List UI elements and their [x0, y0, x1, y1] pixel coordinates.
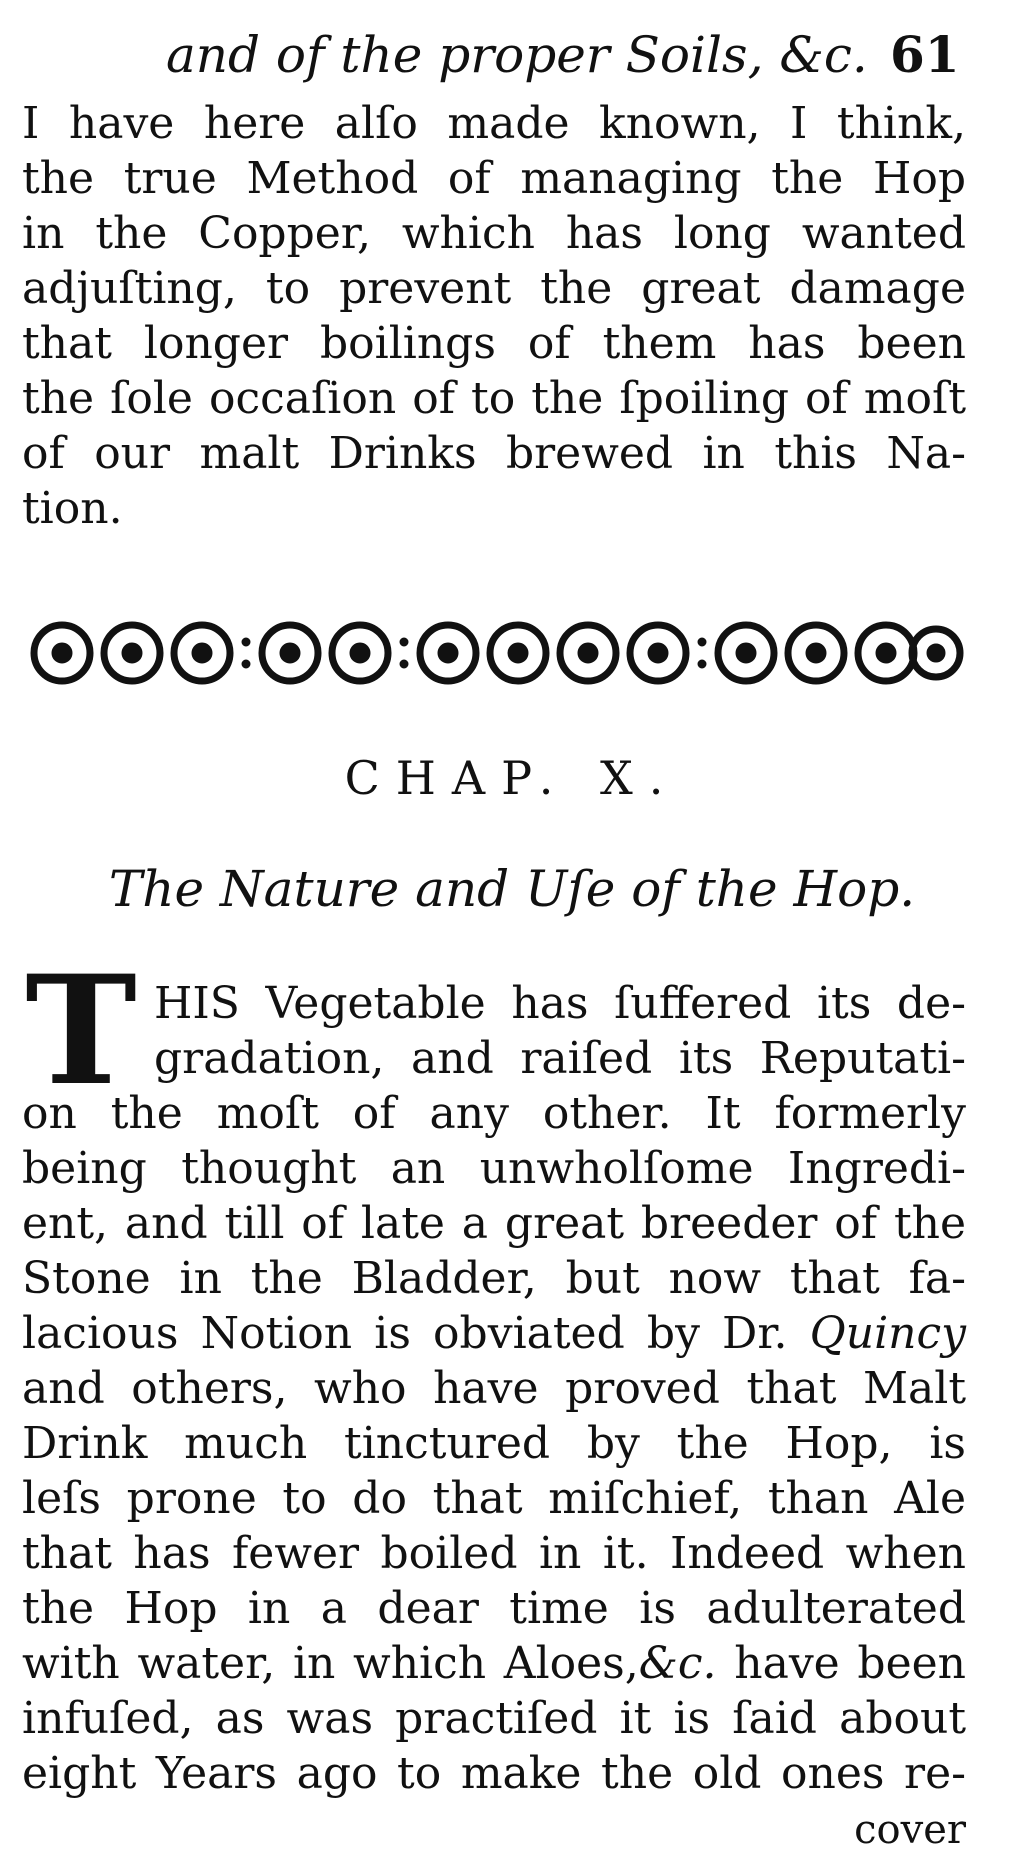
ornament-fleuron-group	[34, 625, 960, 681]
italic-etc: &c.	[638, 1638, 717, 1689]
text-line: the Hop in a dear time is adulterated	[22, 1583, 966, 1634]
chapter-heading: CHAP. X.	[344, 751, 680, 805]
line-text: have been	[734, 1638, 966, 1689]
catchword: cover	[854, 1807, 966, 1853]
italic-name-quincy: Quincy	[809, 1308, 966, 1359]
text-line	[22, 1636, 966, 1691]
text-line: the ſole occaſion of to the ſpoiling of moſt	[22, 373, 966, 424]
text-line: that longer boilings of them has been	[22, 318, 966, 369]
line-text: lacious Notion is obviated by Dr.	[22, 1308, 788, 1359]
text-line: HIS Vegetable has ſuffered its de-	[154, 978, 966, 1029]
decorative-ornament-band	[22, 618, 966, 688]
text-line: Stone in the Bladder, but now that fa-	[22, 1253, 966, 1304]
text-line: in the Copper, which has long wanted	[22, 208, 966, 259]
text-line: ent, and till of late a great breeder of the	[22, 1198, 966, 1249]
text-line: Drink much tinctured by the Hop, is	[22, 1418, 966, 1469]
text-line: I have here alſo made known, I think,	[22, 98, 966, 149]
text-line: gradation, and raiſed its Reputati-	[154, 1033, 966, 1084]
text-line: being thought an unwholſome Ingredi-	[22, 1143, 966, 1194]
intro-paragraph	[22, 96, 966, 536]
text-line: the true Method of managing the Hop	[22, 153, 966, 204]
text-line: adjuſting, to prevent the great damage	[22, 263, 966, 314]
line-text: with water, in which Aloes,	[22, 1638, 639, 1689]
text-line	[22, 1306, 966, 1361]
text-line: and others, who have proved that Malt	[22, 1363, 966, 1414]
text-line: infuſed, as was practiſed it is ſaid about	[22, 1693, 966, 1744]
drop-cap: T	[25, 943, 137, 1119]
text-line: leſs prone to do that miſchief, than Ale	[22, 1473, 966, 1524]
text-line: of our malt Drinks brewed in this Na-	[22, 428, 966, 479]
page-number: 61	[890, 25, 960, 84]
chapter-title: The Nature and Uſe of the Hop.	[108, 860, 916, 918]
text-line: eight Years ago to make the old ones re-	[22, 1748, 966, 1799]
running-head: and of the proper Soils, &c.	[166, 26, 868, 84]
text-line: tion.	[22, 483, 123, 534]
text-line: on the moſt of any other. It formerly	[22, 1088, 966, 1139]
text-line: that has fewer boiled in it. Indeed when	[22, 1528, 966, 1579]
chapter-paragraph	[22, 976, 966, 1801]
